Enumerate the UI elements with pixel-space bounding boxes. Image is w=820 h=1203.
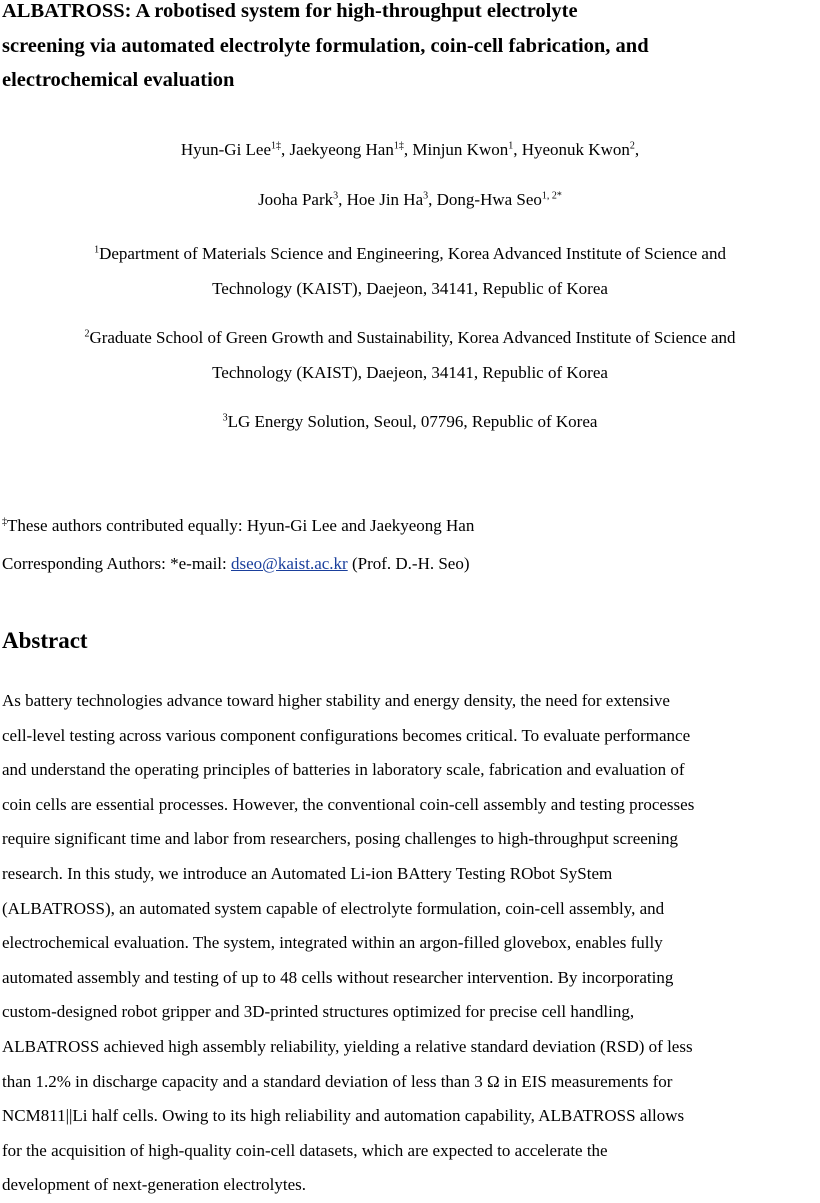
equal-contribution-text: These authors contributed equally: Hyun-Gi Lee and Jaekyeong Han xyxy=(7,516,475,535)
title-line: screening via automated electrolyte formulation, coin-cell fabrication, and xyxy=(2,34,649,57)
affiliation-3 xyxy=(0,404,820,439)
abstract-line: research. In this study, we introduce an Automated Li-ion BAttery Testing RObot SyStem xyxy=(2,863,613,883)
email-link[interactable]: dseo@kaist.ac.kr xyxy=(231,554,348,573)
abstract-line: NCM811||Li half cells. Owing to its high reliability and automation capability, ALBATROSS allows xyxy=(2,1106,685,1126)
abstract-line: ALBATROSS achieved high assembly reliability, yielding a relative standard deviation (RSD) of less xyxy=(2,1036,693,1056)
abstract-heading: Abstract xyxy=(2,628,88,653)
author-name: Dong-Hwa Seo xyxy=(436,190,542,209)
author-affil-mark: 1‡ xyxy=(271,140,282,152)
author-separator: , xyxy=(403,140,413,159)
author-affil-mark: 3 xyxy=(333,190,339,202)
abstract-line: than 1.2% in discharge capacity and a standard deviation of less than 3 Ω in EIS measurements for xyxy=(2,1071,673,1091)
abstract-line: automated assembly and testing of up to 48 cells without researcher intervention. By incorporating xyxy=(2,967,674,987)
affiliation-1 xyxy=(0,236,820,306)
author-separator: , xyxy=(634,140,640,159)
abstract-line: electrochemical evaluation. The system, integrated within an argon-filled glovebox, enables fully xyxy=(2,933,663,953)
affiliation-line: Technology (KAIST), Daejeon, 34141, Republic of Korea xyxy=(212,279,608,298)
author-name: Hyeonuk Kwon xyxy=(521,140,630,159)
abstract-line: coin cells are essential processes. However, the conventional coin-cell assembly and testing processes xyxy=(2,794,695,814)
title-line: electrochemical evaluation xyxy=(2,69,235,91)
author-affil-mark: 3 xyxy=(423,190,429,202)
affiliation-number: 3 xyxy=(222,412,228,424)
abstract-line: for the acquisition of high-quality coin-cell datasets, which are expected to accelerate the xyxy=(2,1140,608,1160)
equal-contribution-mark: ‡ xyxy=(2,516,7,528)
corresponding-prefix: Corresponding Authors: *e-mail: xyxy=(2,554,232,573)
affiliation-number: 2 xyxy=(84,328,90,340)
title-line: ALBATROSS: A robotised system for high-throughput electrolyte xyxy=(2,0,578,22)
corresponding-suffix: (Prof. D.-H. Seo) xyxy=(347,554,470,573)
affiliation-2 xyxy=(0,320,820,390)
abstract-line: require significant time and labor from researchers, posing challenges to high-throughput screening xyxy=(2,829,679,849)
abstract-body xyxy=(2,684,820,1203)
author-affil-mark: 2 xyxy=(629,140,635,152)
affiliation-line: Department of Materials Science and Engineering, Korea Advanced Institute of Science and xyxy=(99,244,726,263)
author-name: Jaekyeong Han xyxy=(289,140,394,159)
abstract-line: custom-designed robot gripper and 3D-printed structures optimized for precise cell handling, xyxy=(2,1002,635,1022)
author-separator: , xyxy=(281,140,290,159)
affiliation-number: 1 xyxy=(94,244,100,256)
paper-title xyxy=(2,0,818,98)
author-list-line-1 xyxy=(0,140,820,160)
author-name: Jooha Park xyxy=(258,190,334,209)
abstract-line: and understand the operating principles of batteries in laboratory scale, fabrication and evaluation of xyxy=(2,760,685,780)
author-list-line-2 xyxy=(0,190,820,210)
affiliation-line: LG Energy Solution, Seoul, 07796, Republic of Korea xyxy=(227,412,598,431)
author-affil-mark: 1, 2* xyxy=(541,190,562,202)
affiliation-line: Technology (KAIST), Daejeon, 34141, Republic of Korea xyxy=(212,363,608,382)
author-name: Hoe Jin Ha xyxy=(346,190,424,209)
author-affil-mark: 1‡ xyxy=(393,140,404,152)
equal-contribution-note xyxy=(2,516,474,536)
author-separator: , xyxy=(338,190,347,209)
author-name: Minjun Kwon xyxy=(412,140,509,159)
abstract-line: development of next-generation electrolytes. xyxy=(2,1175,306,1195)
affiliation-line: Graduate School of Green Growth and Sustainability, Korea Advanced Institute of Science and xyxy=(89,328,736,347)
abstract-line: As battery technologies advance toward higher stability and energy density, the need for extensive xyxy=(2,691,670,710)
abstract-line: (ALBATROSS), an automated system capable of electrolyte formulation, coin-cell assembly, and xyxy=(2,898,665,918)
author-separator: , xyxy=(428,190,437,209)
author-name: Hyun-Gi Lee xyxy=(180,140,272,159)
author-separator: , xyxy=(513,140,522,159)
abstract-line: cell-level testing across various component configurations becomes critical. To evaluate performance xyxy=(2,725,691,745)
author-affil-mark: 1 xyxy=(508,140,514,152)
corresponding-author-note xyxy=(2,554,470,574)
